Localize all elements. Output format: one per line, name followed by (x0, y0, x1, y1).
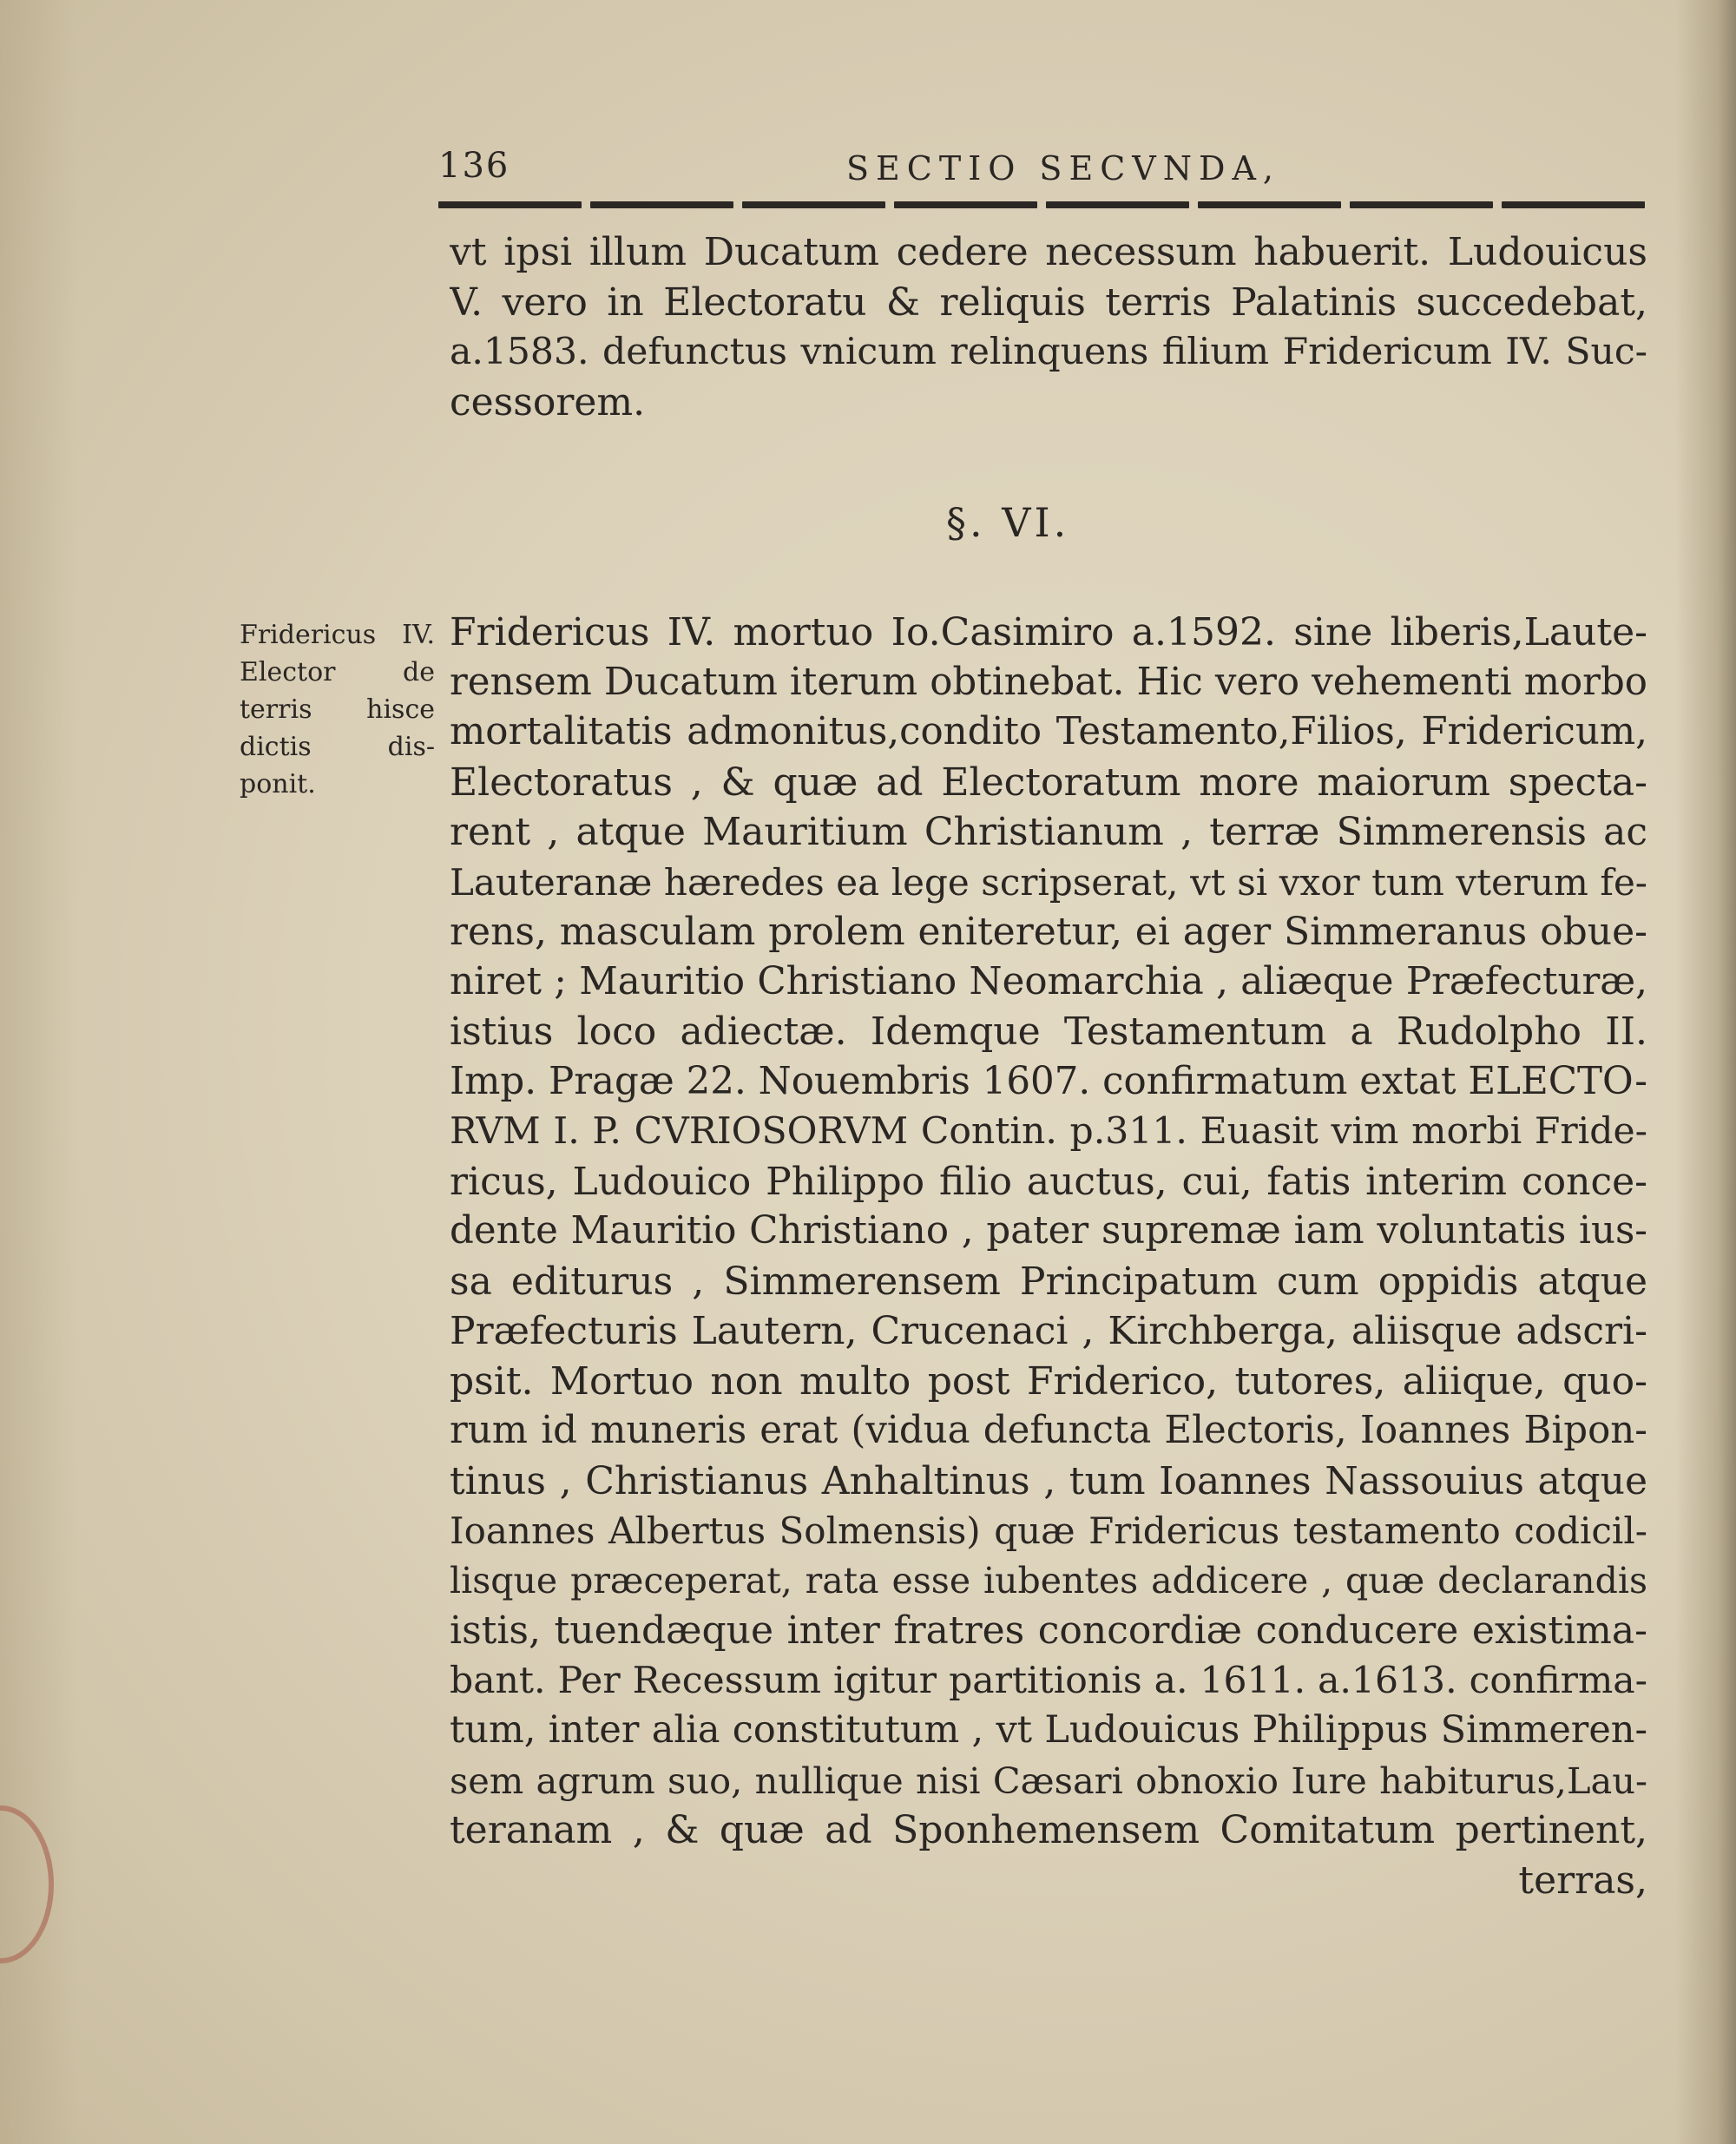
text-line: bant. Per Recessum igitur partitionis a. 1611. a.1613. confirma- (450, 1659, 1647, 1702)
text-line: a.1583. defunctus vnicum relinquens filium Fridericum IV. Suc- (450, 331, 1647, 373)
text-line: niret ; Mauritio Christiano Neomarchia , aliæque Præfecturæ, (450, 959, 1647, 1003)
text-line: istis, tuendæque inter fratres concordiæ conducere existima- (450, 1608, 1647, 1653)
text-line: rum id muneris erat (vidua defuncta Electoris, Ioannes Bipon- (450, 1409, 1647, 1452)
marginal-line: Elector de (240, 657, 435, 687)
page-number: 136 (438, 146, 510, 186)
text-line: dente Mauritio Christiano , pater supremæ iam voluntatis ius- (450, 1209, 1647, 1253)
text-line: Electoratus , & quæ ad Electoratum more maiorum specta- (450, 760, 1647, 805)
text-line: vt ipsi illum Ducatum cedere necessum habuerit. Ludouicus (450, 230, 1647, 274)
text-line: Lauteranæ hæredes ea lege scripserat, vt si vxor tum vterum fe- (450, 860, 1647, 904)
marginal-note (240, 616, 435, 803)
text-line: Fridericus IV. mortuo Io.Casimiro a.1592. sine liberis,Laute- (450, 610, 1647, 654)
text-line: Præfecturis Lautern, Crucenaci , Kirchberga, aliisque adscri- (450, 1309, 1647, 1353)
marginal-line: terris hisce (240, 694, 435, 725)
text-line: mortalitatis admonitus,condito Testamento,Filios, Fridericum, (450, 710, 1647, 753)
text-line: rens, masculam prolem eniteretur, ei ager Simmeranus obue- (450, 910, 1647, 954)
text-line: cessorem. (450, 379, 646, 424)
main-paragraph (450, 608, 1647, 1905)
text-line: tinus , Christianus Anhaltinus , tum Ioannes Nassouius atque (450, 1458, 1647, 1503)
text-line: rensem Ducatum iterum obtinebat. Hic vero vehementi morbo (450, 660, 1647, 704)
text-line: lisque præceperat, rata esse iubentes addicere , quæ declarandis (450, 1559, 1647, 1601)
catchword: terras, (1518, 1858, 1647, 1903)
text-line: V. vero in Electoratu & reliquis terris Palatinis succedebat, (450, 280, 1647, 325)
text-line: rent , atque Mauritium Christianum , terræ Simmerensis ac (450, 810, 1647, 854)
text-line: istius loco adiectæ. Idemque Testamentum a Rudolpho II. (450, 1010, 1647, 1054)
page-shadow-right (1675, 0, 1736, 2144)
text-line: sem agrum suo, nullique nisi Cæsari obnoxio Iure habiturus,Lau- (450, 1759, 1647, 1802)
marginal-line: Fridericus IV. (240, 620, 435, 650)
text-line: Ioannes Albertus Solmensis) quæ Fridericus testamento codicil- (450, 1509, 1647, 1552)
section-heading: §. VI. (946, 499, 1070, 546)
text-line: ricus, Ludouico Philippo filio auctus, cui, fatis interim conce- (450, 1159, 1647, 1204)
text-line: psit. Mortuo non multo post Friderico, tutores, aliique, quo- (450, 1358, 1647, 1404)
first-paragraph (450, 227, 1647, 427)
text-line: teranam , & quæ ad Sponhemensem Comitatum pertinent, (450, 1808, 1647, 1852)
marginal-line: dictis dis- (240, 732, 435, 762)
text-line: Imp. Pragæ 22. Nouembris 1607. confirmatum extat ELECTO- (450, 1059, 1647, 1103)
text-line: sa editurus , Simmerensem Principatum cum oppidis atque (450, 1259, 1647, 1304)
text-line: tum, inter alia constitutum , vt Ludouicus Philippus Simmeren- (450, 1708, 1647, 1752)
text-line: RVM I. P. CVRIOSORVM Contin. p.311. Euasit vim morbi Fride- (450, 1110, 1647, 1153)
header-rule (438, 201, 1645, 210)
marginal-line: ponit. (240, 769, 316, 799)
section-title: SECTIO SECVNDA, (846, 149, 1280, 187)
running-head (438, 146, 1645, 198)
